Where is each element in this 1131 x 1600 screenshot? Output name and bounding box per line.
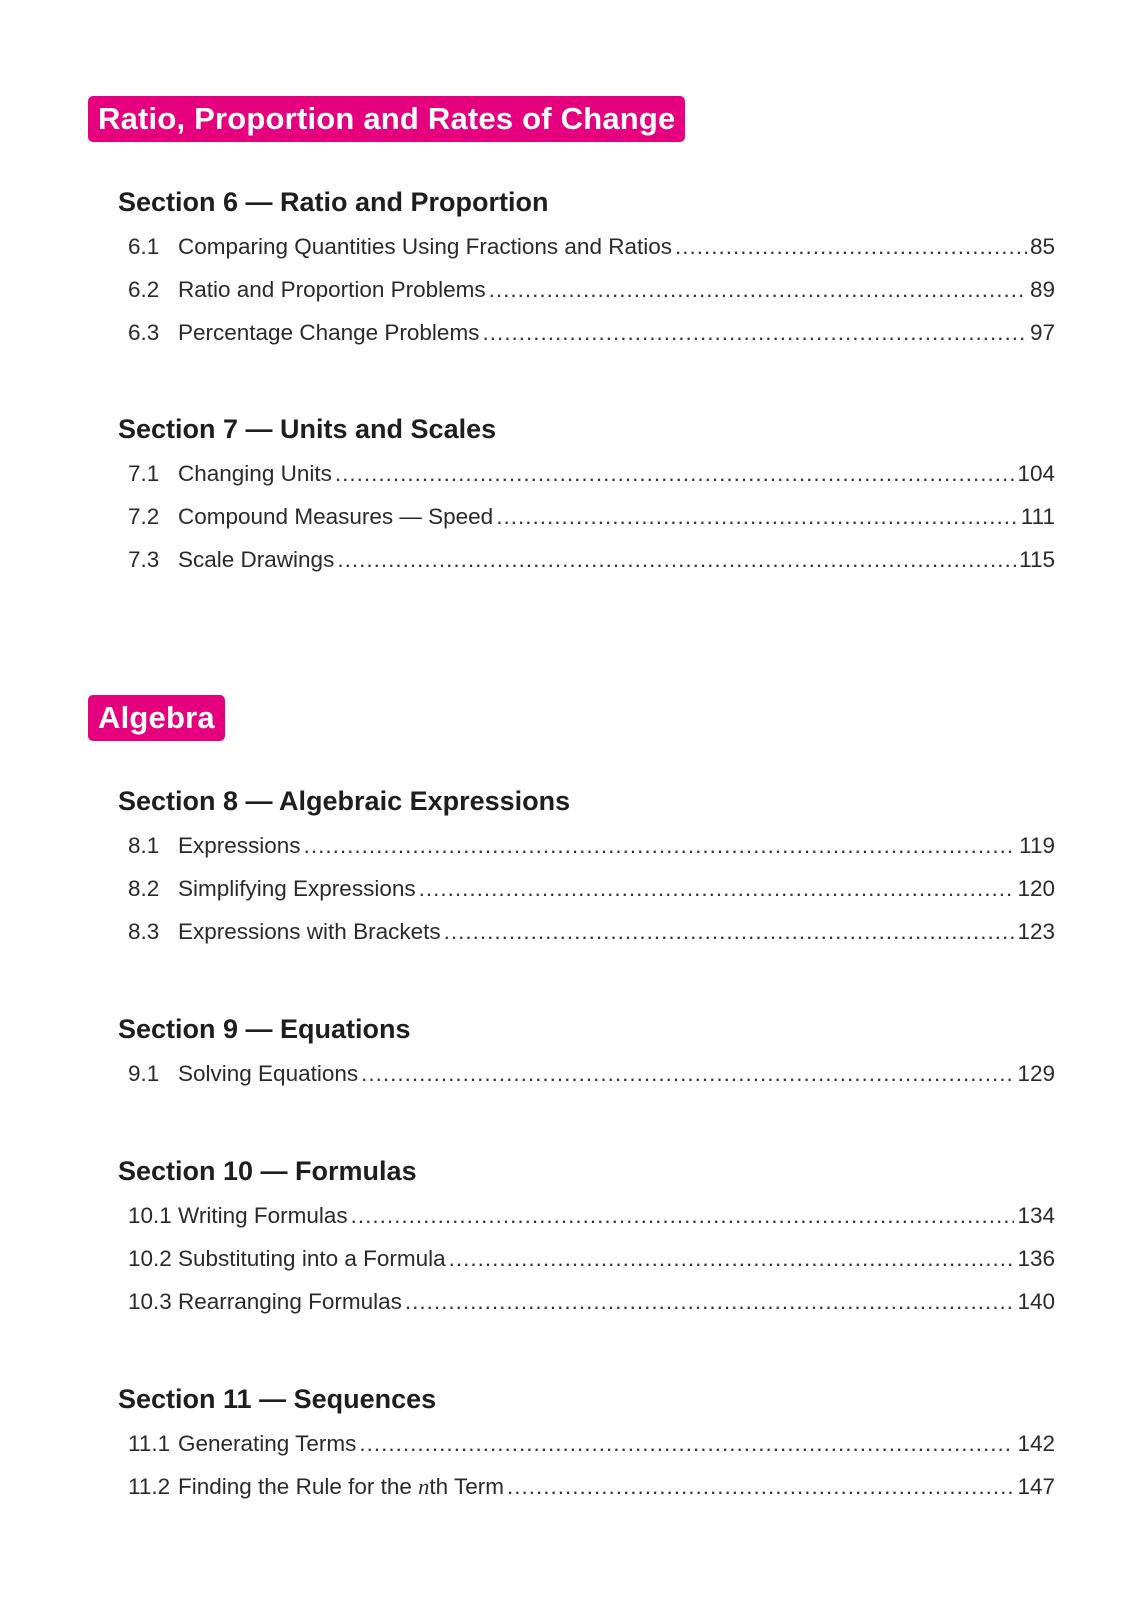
toc-entry[interactable] — [128, 876, 1055, 919]
toc-entry[interactable] — [128, 504, 1055, 547]
toc-entry[interactable] — [128, 234, 1055, 277]
toc-entry[interactable] — [128, 833, 1055, 876]
toc-entry[interactable] — [128, 919, 1055, 962]
part-algebra — [88, 695, 1055, 1517]
dot-leader — [335, 461, 1015, 487]
section-title: Section 11 — Sequences — [118, 1384, 437, 1414]
toc-entry[interactable] — [128, 1289, 1055, 1332]
part-title: Ratio, Proportion and Rates of Change — [88, 96, 685, 142]
entry-number: 10.3 — [128, 1289, 172, 1314]
entry-title: Ratio and Proportion Problems — [178, 277, 486, 302]
entry-title: Expressions — [178, 833, 301, 858]
dot-leader — [361, 1061, 1014, 1087]
dot-leader — [449, 1246, 1015, 1272]
section-8 — [118, 783, 1055, 962]
toc-entry[interactable] — [128, 1203, 1055, 1246]
part-ratio-proportion — [88, 96, 1055, 590]
toc-entry[interactable] — [128, 547, 1055, 590]
entry-title: Writing Formulas — [178, 1203, 348, 1228]
dot-leader — [675, 234, 1027, 260]
toc-entries — [118, 1061, 1055, 1104]
entry-number: 9.1 — [128, 1061, 160, 1086]
entry-title-part: th Term — [429, 1474, 504, 1499]
entry-page-number: 147 — [1017, 1474, 1055, 1499]
entry-title: Expressions with Brackets — [178, 919, 441, 944]
entry-page-number: 136 — [1017, 1246, 1055, 1271]
section-title: Section 7 — Units and Scales — [118, 414, 497, 444]
entry-page-number: 142 — [1017, 1431, 1055, 1456]
entry-title — [178, 1474, 504, 1500]
toc-entries — [118, 833, 1055, 962]
entry-number: 7.1 — [128, 461, 160, 486]
entry-number: 10.1 — [128, 1203, 172, 1228]
entry-number: 6.3 — [128, 320, 160, 345]
entry-title: Generating Terms — [178, 1431, 357, 1456]
entry-title-italic-n: n — [418, 1474, 430, 1499]
entry-title: Scale Drawings — [178, 547, 335, 572]
dot-leader — [304, 833, 1017, 859]
toc-entries — [118, 234, 1055, 363]
toc-entry[interactable] — [128, 1431, 1055, 1474]
dot-leader — [444, 919, 1015, 945]
entry-number: 8.1 — [128, 833, 160, 858]
entry-title: Changing Units — [178, 461, 332, 486]
toc-entry[interactable] — [128, 1474, 1055, 1517]
toc-entries — [118, 1203, 1055, 1332]
entry-title: Rearranging Formulas — [178, 1289, 402, 1314]
entry-number: 10.2 — [128, 1246, 172, 1271]
entry-title: Simplifying Expressions — [178, 876, 416, 901]
toc-entry[interactable] — [128, 1246, 1055, 1289]
section-11 — [118, 1381, 1055, 1517]
entry-number: 7.2 — [128, 504, 160, 529]
section-10 — [118, 1153, 1055, 1332]
entry-page-number: 140 — [1017, 1289, 1055, 1314]
toc-entry[interactable] — [128, 461, 1055, 504]
entry-title: Solving Equations — [178, 1061, 359, 1086]
section-9 — [118, 1011, 1055, 1104]
dot-leader — [351, 1203, 1015, 1229]
entry-number: 11.2 — [128, 1474, 171, 1499]
section-7 — [118, 411, 1055, 590]
entry-page-number: 97 — [1029, 320, 1055, 345]
section-title: Section 8 — Algebraic Expressions — [118, 786, 571, 816]
section-6 — [118, 184, 1055, 363]
entry-title: Compound Measures — Speed — [178, 504, 494, 529]
entry-page-number: 129 — [1017, 1061, 1055, 1086]
entry-number: 8.2 — [128, 876, 160, 901]
dot-leader — [507, 1474, 1014, 1500]
entry-page-number: 85 — [1029, 234, 1055, 259]
entry-page-number: 134 — [1017, 1203, 1055, 1228]
entry-page-number: 123 — [1017, 919, 1055, 944]
entry-title-part: Finding the Rule for the — [178, 1474, 419, 1499]
entry-page-number: 111 — [1020, 504, 1055, 529]
entry-title: Comparing Quantities Using Fractions and Ratios — [178, 234, 672, 259]
section-title: Section 10 — Formulas — [118, 1156, 417, 1186]
dot-leader — [419, 876, 1015, 902]
section-title: Section 6 — Ratio and Proportion — [118, 187, 549, 217]
toc-entries — [118, 461, 1055, 590]
entry-number: 8.3 — [128, 919, 160, 944]
dot-leader — [337, 547, 1016, 573]
part-title: Algebra — [88, 695, 225, 741]
entry-page-number: 120 — [1017, 876, 1055, 901]
toc-entry[interactable] — [128, 277, 1055, 320]
entry-title: Percentage Change Problems — [178, 320, 480, 345]
dot-leader — [496, 504, 1018, 530]
toc-entry[interactable] — [128, 320, 1055, 363]
section-title: Section 9 — Equations — [118, 1014, 411, 1044]
entry-number: 7.3 — [128, 547, 160, 572]
entry-page-number: 89 — [1029, 277, 1055, 302]
toc-entry[interactable] — [128, 1061, 1055, 1104]
entry-page-number: 104 — [1017, 461, 1055, 486]
entry-title: Substituting into a Formula — [178, 1246, 446, 1271]
entry-page-number: 119 — [1019, 833, 1055, 858]
dot-leader — [359, 1431, 1014, 1457]
entry-number: 11.1 — [128, 1431, 171, 1456]
entry-number: 6.1 — [128, 234, 160, 259]
entry-number: 6.2 — [128, 277, 160, 302]
dot-leader — [405, 1289, 1015, 1315]
dot-leader — [489, 277, 1027, 303]
dot-leader — [482, 320, 1027, 346]
entry-page-number: 115 — [1019, 547, 1055, 572]
toc-entries — [118, 1431, 1055, 1517]
